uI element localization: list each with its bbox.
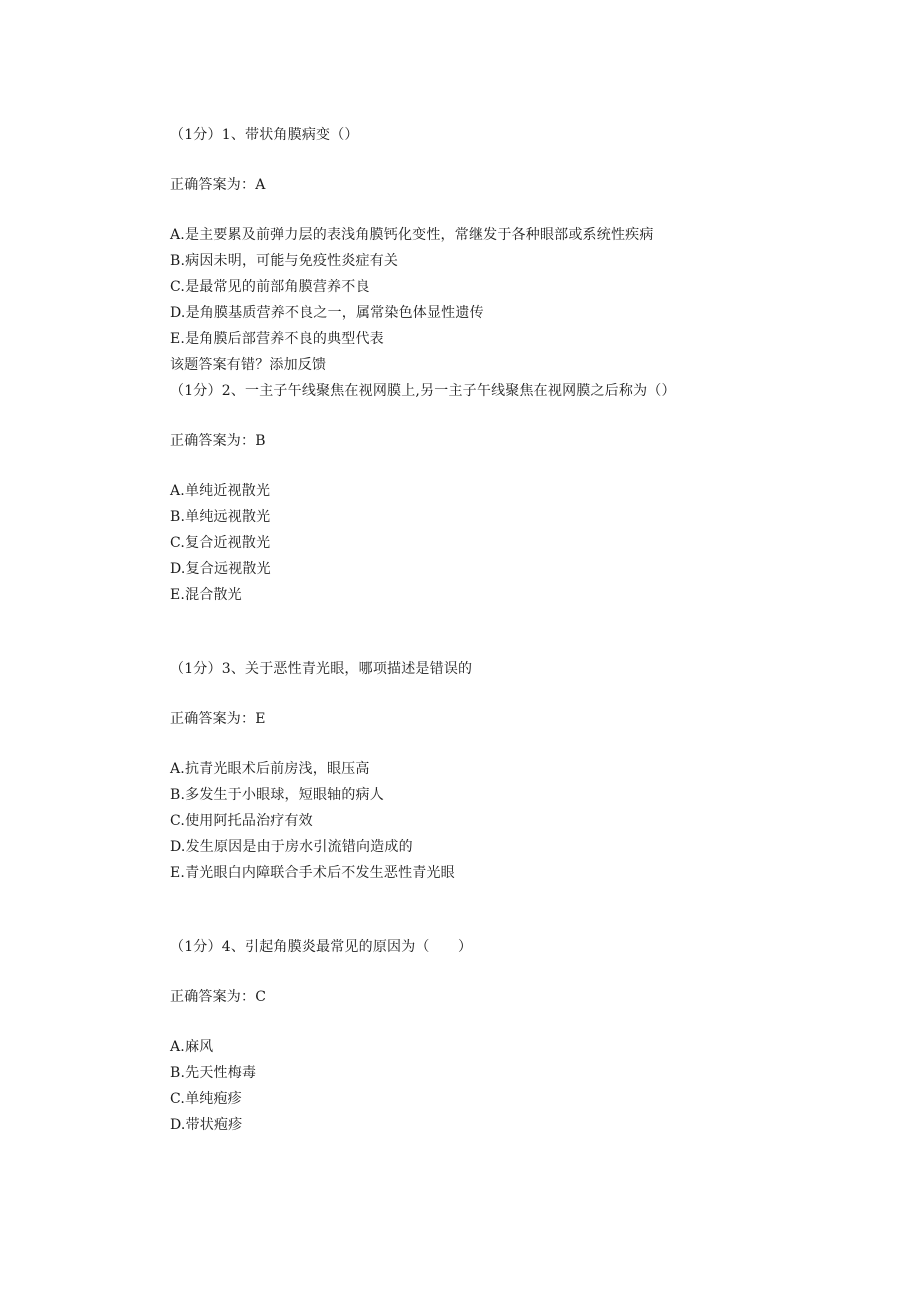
question-2-option-d: D.复合远视散光 <box>170 561 271 577</box>
question-4-option-a: A.麻风 <box>170 1039 214 1055</box>
question-2-option-c: C.复合近视散光 <box>170 535 271 551</box>
question-2-answer: 正确答案为：B <box>170 433 266 449</box>
question-3-option-a: A.抗青光眼术后前房浅，眼压高 <box>170 761 370 777</box>
question-1-option-b: B.病因未明，可能与免疫性炎症有关 <box>170 253 399 269</box>
question-3-option-d: D.发生原因是由于房水引流错向造成的 <box>170 839 413 855</box>
question-1-answer: 正确答案为：A <box>170 177 266 193</box>
question-1-option-a: A.是主要累及前弹力层的表浅角膜钙化变性，常继发于各种眼部或系统性疾病 <box>170 227 654 243</box>
question-4-answer: 正确答案为：C <box>170 989 267 1005</box>
question-3-option-c: C.使用阿托品治疗有效 <box>170 813 313 829</box>
question-1-stem: （1分）1、带状角膜病变（） <box>170 127 359 143</box>
question-3-option-e: E.青光眼白内障联合手术后不发生恶性青光眼 <box>170 865 455 881</box>
question-1-option-c: C.是最常见的前部角膜营养不良 <box>170 279 370 295</box>
question-1-option-d: D.是角膜基质营养不良之一，属常染色体显性遗传 <box>170 305 484 321</box>
question-4-stem: （1分）4、引起角膜炎最常见的原因为（ ） <box>170 939 473 955</box>
question-4-option-b: B.先天性梅毒 <box>170 1065 257 1081</box>
question-2-stem: （1分）2、一主子午线聚焦在视网膜上,另一主子午线聚焦在视网膜之后称为（） <box>170 383 676 399</box>
question-2-option-b: B.单纯远视散光 <box>170 509 271 525</box>
question-2-option-e: E.混合散光 <box>170 587 242 603</box>
question-1-feedback-link[interactable]: 该题答案有错？添加反馈 <box>170 357 327 373</box>
question-3-stem: （1分）3、关于恶性青光眼，哪项描述是错误的 <box>170 661 473 677</box>
question-3-option-b: B.多发生于小眼球，短眼轴的病人 <box>170 787 384 803</box>
question-3-answer: 正确答案为：E <box>170 711 266 727</box>
question-4-option-d: D.带状疱疹 <box>170 1117 243 1133</box>
question-4-option-c: C.单纯疱疹 <box>170 1091 242 1107</box>
question-1-option-e: E.是角膜后部营养不良的典型代表 <box>170 331 384 347</box>
question-2-option-a: A.单纯近视散光 <box>170 483 271 499</box>
